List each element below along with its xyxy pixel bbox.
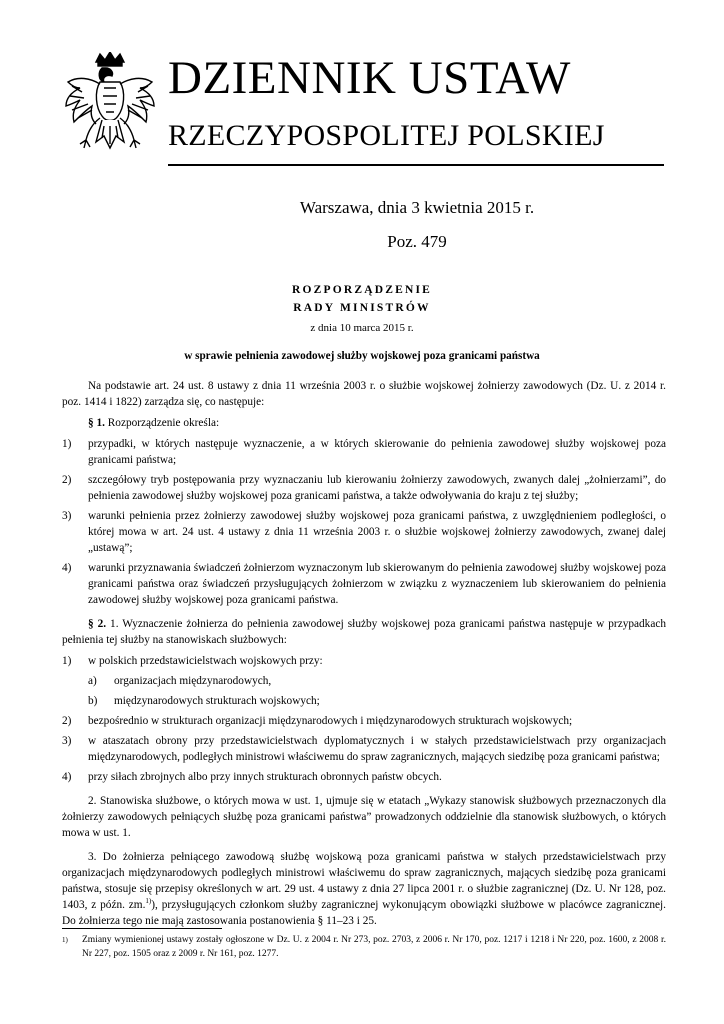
footnote-number: 1) — [62, 936, 68, 944]
footnote-text: Zmiany wymienionej ustawy zostały ogłoszone w Dz. U. z 2004 r. Nr 273, poz. 2703, z 2006 r. Nr 170, poz. 1217 i 1218 i Nr 220, poz. 1600, z 2008 r. Nr 227, poz. 1505 oraz z 2009 r. Nr 161, poz. 1277. — [82, 935, 666, 959]
paragraph-3-text-a: 3. Do żołnierza pełniącego zawodową służbę wojskową poza granicami państwa w stałych przedstawicielstwach przy organizacjach międzynarodowych podległych ministrowi właściwemu do spraw zagranicznych, mających siedzibę poza granicami państwa, stosuje się przepisy określonych w art. 29 ust. 4 ustawy z dnia 27 lipca 2001 r. o służbie zagranicznej (Dz. U. Nr 128, poz. 1403, z późn. zm. — [62, 851, 666, 911]
footnote-reference: 1) — [145, 897, 152, 906]
act-date: z dnia 10 marca 2015 r. — [310, 322, 414, 334]
list-item-text: w ataszatach obrony przy przedstawicielstwach dyplomatycznych i w stałych przedstawicielstwach przy organizacjach międzynarodowych, podległych ministrowi właściwemu do spraw zagranicznych, mających siedzibę poza granicami państwa; — [88, 735, 666, 763]
section-2-label: § 2. — [88, 618, 107, 630]
list-subitem — [62, 673, 666, 689]
section-1-heading — [62, 415, 666, 431]
list-item-number: 4) — [62, 771, 72, 783]
list-item — [62, 472, 666, 504]
document-body — [62, 378, 666, 934]
list-item — [62, 653, 666, 669]
list-subitem-text: organizacjach międzynarodowych, — [114, 675, 272, 687]
list-item-number: 2) — [62, 474, 72, 486]
list-item-text: warunki pełnienia przez żołnierzy zawodowej służby wojskowej poza granicami państwa, z uwzględnieniem podległości, o której mowa w art. 24 ust. 4 ustawy z dnia 11 września 2003 r. o służbie wojskowej żołnierzy zawodowych, zwanej dalej „ustawą”; — [88, 510, 666, 554]
list-item-text: przy siłach zbrojnych albo przy innych strukturach obronnych państw obcych. — [88, 771, 442, 783]
act-subject: w sprawie pełnienia zawodowej służby wojskowej poza granicami państwa — [184, 350, 540, 362]
polish-eagle-emblem-icon — [62, 52, 158, 164]
section-2-heading — [62, 616, 666, 648]
list-item — [62, 713, 666, 729]
paragraph-3-text-b: ), przysługujących członkom służby zagranicznej wykonującym obowiązki służbowe w placówce zagranicznej. Do żołnierza tego nie mają zastosowania postanowienia § 11–23 i 25. — [62, 899, 666, 927]
section-1-text: Rozporządzenie określa: — [104, 417, 220, 429]
footnote-separator — [62, 928, 222, 929]
list-item-text: bezpośrednio w strukturach organizacji międzynarodowych i międzynarodowych strukturach wojskowych; — [88, 715, 573, 727]
journal-subtitle: RZECZYPOSPOLITEJ POLSKIEJ — [168, 119, 605, 152]
list-subitem-letter: a) — [88, 675, 97, 687]
list-item — [62, 560, 666, 608]
act-type: ROZPORZĄDZENIE — [291, 284, 433, 296]
section-2-paragraph-2: 2. Stanowiska służbowe, o których mowa w ust. 1, ujmuje się w etatach „Wykazy stanowisk służbowych przeznaczonych dla żołnierzy zawodowych pełniących służbę poza granicami państwa” prowadzonych oddzielnie dla stanowisk służbowych, o których mowa w ust. 1. — [62, 795, 666, 839]
list-item-number: 2) — [62, 715, 72, 727]
list-item-text: szczegółowy tryb postępowania przy wyznaczaniu lub kierowaniu żołnierzy zawodowych, zwanych dalej „żołnierzami”, do pełnienia zawodowej służby wojskowej poza granicami państwa, a także odwoływania do kraju z tej służby; — [88, 474, 666, 502]
list-item — [62, 733, 666, 765]
preamble: Na podstawie art. 24 ust. 8 ustawy z dnia 11 września 2003 r. o służbie wojskowej żołnierzy zawodowych (Dz. U. z 2014 r. poz. 1414 i 1822) zarządza się, co następuje: — [62, 380, 666, 408]
list-subitem — [62, 693, 666, 709]
masthead-rule — [168, 164, 664, 166]
act-organ: RADY MINISTRÓW — [293, 302, 431, 314]
list-subitem-letter: b) — [88, 695, 98, 707]
list-item-number: 1) — [62, 438, 72, 450]
list-item — [62, 436, 666, 468]
list-item-number: 3) — [62, 510, 72, 522]
journal-title: DZIENNIK USTAW — [168, 52, 571, 104]
list-item — [62, 769, 666, 785]
list-item-number: 1) — [62, 655, 72, 667]
list-item-number: 4) — [62, 562, 72, 574]
list-subitem-text: międzynarodowych strukturach wojskowych; — [114, 695, 320, 707]
list-item-text: przypadki, w których następuje wyznaczenie, a w których skierowanie do pełnienia zawodowej służby wojskowej poza granicami państwa; — [88, 438, 666, 466]
publication-date: Warszawa, dnia 3 kwietnia 2015 r. — [299, 198, 535, 217]
list-item — [62, 508, 666, 556]
list-item-text: w polskich przedstawicielstwach wojskowych przy: — [88, 655, 323, 667]
list-item-text: warunki przyznawania świadczeń żołnierzom wyznaczonym lub skierowanym do pełnienia zawodowej służby wojskowej poza granicami państwa oraz świadczeń przysługujących żołnierzom w związku z wyznaczeniem lub skierowaniem do pełnienia zawodowej służby wojskowej poza granicami państwa. — [88, 562, 666, 606]
footnote — [62, 934, 666, 961]
section-2-paragraph-3 — [62, 849, 666, 929]
section-2-text: 1. Wyznaczenie żołnierza do pełnienia zawodowej służby wojskowej poza granicami państwa następuje w przypadkach pełnienia tej służby na stanowiskach służbowych: — [62, 618, 666, 646]
masthead — [62, 48, 666, 168]
section-1-label: § 1. — [88, 417, 105, 429]
position-number: Poz. 479 — [387, 232, 447, 251]
list-item-number: 3) — [62, 735, 72, 747]
